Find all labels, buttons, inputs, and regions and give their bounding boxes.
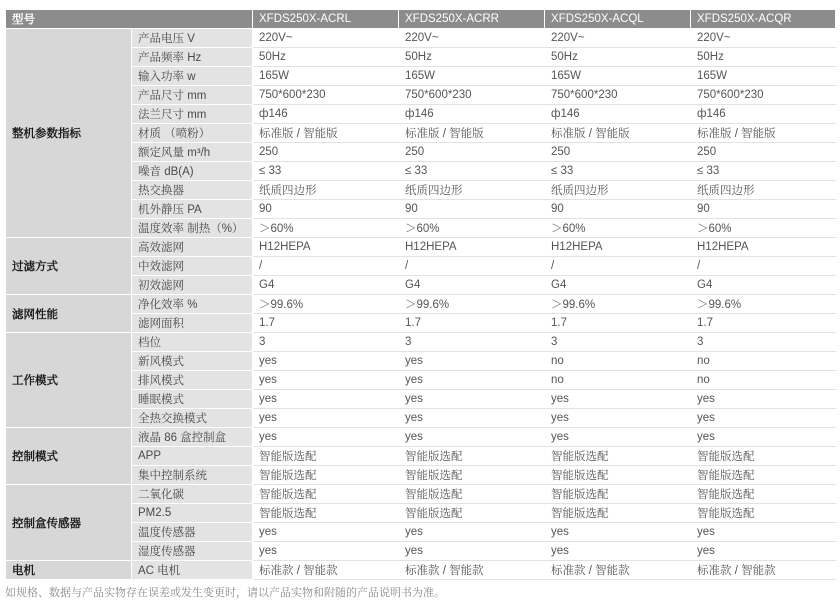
value-cell: yes bbox=[545, 523, 691, 542]
value-cell: 250 bbox=[399, 143, 545, 162]
table-row bbox=[6, 428, 836, 447]
value-cell: 标准版 / 智能版 bbox=[253, 124, 399, 143]
param-label: AC 电机 bbox=[132, 561, 253, 580]
header-model-label: 型号 bbox=[6, 10, 253, 29]
value-cell: 纸质四边形 bbox=[399, 181, 545, 200]
value-cell: 标准款 / 智能款 bbox=[253, 561, 399, 580]
value-cell: yes bbox=[399, 371, 545, 390]
value-cell: 220V~ bbox=[399, 29, 545, 48]
param-label: PM2.5 bbox=[132, 504, 253, 523]
value-cell: 智能版选配 bbox=[691, 504, 836, 523]
param-label: 净化效率 % bbox=[132, 295, 253, 314]
value-cell: 智能版选配 bbox=[399, 447, 545, 466]
value-cell: ≤ 33 bbox=[545, 162, 691, 181]
param-label: 初效滤网 bbox=[132, 276, 253, 295]
value-cell: ≤ 33 bbox=[253, 162, 399, 181]
value-cell: 250 bbox=[545, 143, 691, 162]
param-label: 温度效率 制热（%） bbox=[132, 219, 253, 238]
value-cell: G4 bbox=[691, 276, 836, 295]
value-cell: yes bbox=[691, 523, 836, 542]
value-cell: no bbox=[691, 371, 836, 390]
value-cell: no bbox=[691, 352, 836, 371]
value-cell: 165W bbox=[253, 67, 399, 86]
group-label: 过滤方式 bbox=[6, 238, 132, 295]
value-cell: 智能版选配 bbox=[399, 485, 545, 504]
value-cell: G4 bbox=[399, 276, 545, 295]
value-cell: / bbox=[691, 257, 836, 276]
value-cell: 智能版选配 bbox=[253, 504, 399, 523]
value-cell: yes bbox=[399, 390, 545, 409]
value-cell: G4 bbox=[253, 276, 399, 295]
param-label: 温度传感器 bbox=[132, 523, 253, 542]
value-cell: yes bbox=[399, 542, 545, 561]
value-cell: 50Hz bbox=[253, 48, 399, 67]
value-cell: yes bbox=[253, 371, 399, 390]
value-cell: 90 bbox=[545, 200, 691, 219]
value-cell: 智能版选配 bbox=[545, 485, 691, 504]
header-model-acqr: XFDS250X-ACQR bbox=[691, 10, 836, 29]
value-cell: 1.7 bbox=[691, 314, 836, 333]
table-row bbox=[6, 29, 836, 48]
param-label: 新风模式 bbox=[132, 352, 253, 371]
table-row bbox=[6, 295, 836, 314]
value-cell: 1.7 bbox=[399, 314, 545, 333]
footnote: 如规格、数据与产品实物存在误差或发生变更时，请以产品实物和附随的产品说明书为准。 bbox=[5, 587, 445, 599]
value-cell: 50Hz bbox=[545, 48, 691, 67]
group-label: 滤网性能 bbox=[6, 295, 132, 333]
value-cell: H12HEPA bbox=[545, 238, 691, 257]
value-cell: yes bbox=[545, 409, 691, 428]
value-cell: 250 bbox=[253, 143, 399, 162]
value-cell: 标准款 / 智能款 bbox=[691, 561, 836, 580]
group-label: 电机 bbox=[6, 561, 132, 580]
value-cell: ф146 bbox=[253, 105, 399, 124]
value-cell: 智能版选配 bbox=[545, 466, 691, 485]
value-cell: ＞99.6% bbox=[253, 295, 399, 314]
value-cell: ＞60% bbox=[399, 219, 545, 238]
value-cell: yes bbox=[545, 390, 691, 409]
value-cell: yes bbox=[545, 542, 691, 561]
param-label: 输入功率 w bbox=[132, 67, 253, 86]
param-label: 液晶 86 盒控制盒 bbox=[132, 428, 253, 447]
value-cell: 750*600*230 bbox=[691, 86, 836, 105]
value-cell: 标准款 / 智能款 bbox=[399, 561, 545, 580]
group-label: 控制模式 bbox=[6, 428, 132, 485]
value-cell: 220V~ bbox=[253, 29, 399, 48]
value-cell: ф146 bbox=[399, 105, 545, 124]
value-cell: 250 bbox=[691, 143, 836, 162]
value-cell: 90 bbox=[253, 200, 399, 219]
param-label: 湿度传感器 bbox=[132, 542, 253, 561]
value-cell: yes bbox=[253, 409, 399, 428]
value-cell: yes bbox=[253, 352, 399, 371]
value-cell: 标准版 / 智能版 bbox=[399, 124, 545, 143]
param-label: 档位 bbox=[132, 333, 253, 352]
value-cell: yes bbox=[691, 542, 836, 561]
value-cell: 750*600*230 bbox=[399, 86, 545, 105]
param-label: 滤网面积 bbox=[132, 314, 253, 333]
value-cell: 50Hz bbox=[691, 48, 836, 67]
value-cell: 标准版 / 智能版 bbox=[545, 124, 691, 143]
value-cell: ＞60% bbox=[253, 219, 399, 238]
param-label: 机外静压 PA bbox=[132, 200, 253, 219]
param-label: 材质 （喷粉） bbox=[132, 124, 253, 143]
value-cell: G4 bbox=[545, 276, 691, 295]
value-cell: 智能版选配 bbox=[399, 466, 545, 485]
value-cell: H12HEPA bbox=[399, 238, 545, 257]
value-cell: 220V~ bbox=[691, 29, 836, 48]
value-cell: 智能版选配 bbox=[253, 466, 399, 485]
param-label: 产品频率 Hz bbox=[132, 48, 253, 67]
header-model-acrr: XFDS250X-ACRR bbox=[399, 10, 545, 29]
value-cell: / bbox=[545, 257, 691, 276]
value-cell: ＞99.6% bbox=[545, 295, 691, 314]
value-cell: 智能版选配 bbox=[545, 504, 691, 523]
value-cell: ≤ 33 bbox=[399, 162, 545, 181]
group-label: 整机参数指标 bbox=[6, 29, 132, 238]
value-cell: H12HEPA bbox=[253, 238, 399, 257]
value-cell: yes bbox=[399, 428, 545, 447]
value-cell: yes bbox=[399, 409, 545, 428]
value-cell: ＞99.6% bbox=[691, 295, 836, 314]
param-label: 集中控制系统 bbox=[132, 466, 253, 485]
param-label: 额定风量 m³/h bbox=[132, 143, 253, 162]
value-cell: 标准版 / 智能版 bbox=[691, 124, 836, 143]
value-cell: 750*600*230 bbox=[545, 86, 691, 105]
value-cell: 750*600*230 bbox=[253, 86, 399, 105]
value-cell: yes bbox=[691, 428, 836, 447]
value-cell: 纸质四边形 bbox=[253, 181, 399, 200]
value-cell: 标准款 / 智能款 bbox=[545, 561, 691, 580]
value-cell: 90 bbox=[691, 200, 836, 219]
value-cell: ф146 bbox=[545, 105, 691, 124]
param-label: 产品电压 V bbox=[132, 29, 253, 48]
value-cell: 165W bbox=[399, 67, 545, 86]
value-cell: yes bbox=[253, 523, 399, 542]
header-model-acrl: XFDS250X-ACRL bbox=[253, 10, 399, 29]
value-cell: 165W bbox=[545, 67, 691, 86]
value-cell: 纸质四边形 bbox=[545, 181, 691, 200]
value-cell: 智能版选配 bbox=[399, 504, 545, 523]
value-cell: / bbox=[253, 257, 399, 276]
value-cell: 3 bbox=[399, 333, 545, 352]
value-cell: 智能版选配 bbox=[545, 447, 691, 466]
value-cell: 智能版选配 bbox=[691, 466, 836, 485]
value-cell: ≤ 33 bbox=[691, 162, 836, 181]
value-cell: ＞60% bbox=[545, 219, 691, 238]
param-label: 法兰尺寸 mm bbox=[132, 105, 253, 124]
value-cell: 165W bbox=[691, 67, 836, 86]
value-cell: yes bbox=[253, 542, 399, 561]
value-cell: ＞99.6% bbox=[399, 295, 545, 314]
spec-table bbox=[5, 9, 836, 580]
value-cell: yes bbox=[253, 428, 399, 447]
param-label: 热交换器 bbox=[132, 181, 253, 200]
value-cell: 90 bbox=[399, 200, 545, 219]
value-cell: / bbox=[399, 257, 545, 276]
param-label: 产品尺寸 mm bbox=[132, 86, 253, 105]
value-cell: no bbox=[545, 352, 691, 371]
param-label: 高效滤网 bbox=[132, 238, 253, 257]
value-cell: 智能版选配 bbox=[691, 447, 836, 466]
table-row bbox=[6, 333, 836, 352]
value-cell: yes bbox=[253, 390, 399, 409]
group-label: 工作模式 bbox=[6, 333, 132, 428]
table-row bbox=[6, 561, 836, 580]
param-label: 二氧化碳 bbox=[132, 485, 253, 504]
value-cell: 3 bbox=[691, 333, 836, 352]
table-body bbox=[6, 29, 836, 580]
param-label: 睡眠模式 bbox=[132, 390, 253, 409]
param-label: 全热交换模式 bbox=[132, 409, 253, 428]
value-cell: 1.7 bbox=[253, 314, 399, 333]
value-cell: 智能版选配 bbox=[253, 485, 399, 504]
value-cell: H12HEPA bbox=[691, 238, 836, 257]
value-cell: no bbox=[545, 371, 691, 390]
value-cell: 3 bbox=[253, 333, 399, 352]
value-cell: yes bbox=[691, 390, 836, 409]
param-label: APP bbox=[132, 447, 253, 466]
value-cell: yes bbox=[399, 352, 545, 371]
value-cell: 220V~ bbox=[545, 29, 691, 48]
value-cell: 智能版选配 bbox=[691, 485, 836, 504]
param-label: 排风模式 bbox=[132, 371, 253, 390]
value-cell: yes bbox=[545, 428, 691, 447]
value-cell: 纸质四边形 bbox=[691, 181, 836, 200]
value-cell: 智能版选配 bbox=[253, 447, 399, 466]
value-cell: 50Hz bbox=[399, 48, 545, 67]
value-cell: yes bbox=[691, 409, 836, 428]
group-label: 控制盒传感器 bbox=[6, 485, 132, 561]
value-cell: ф146 bbox=[691, 105, 836, 124]
value-cell: yes bbox=[399, 523, 545, 542]
table-header-row bbox=[6, 10, 836, 29]
value-cell: 3 bbox=[545, 333, 691, 352]
table-row bbox=[6, 485, 836, 504]
param-label: 噪音 dB(A) bbox=[132, 162, 253, 181]
value-cell: 1.7 bbox=[545, 314, 691, 333]
table-row bbox=[6, 238, 836, 257]
value-cell: ＞60% bbox=[691, 219, 836, 238]
param-label: 中效滤网 bbox=[132, 257, 253, 276]
header-model-acql: XFDS250X-ACQL bbox=[545, 10, 691, 29]
